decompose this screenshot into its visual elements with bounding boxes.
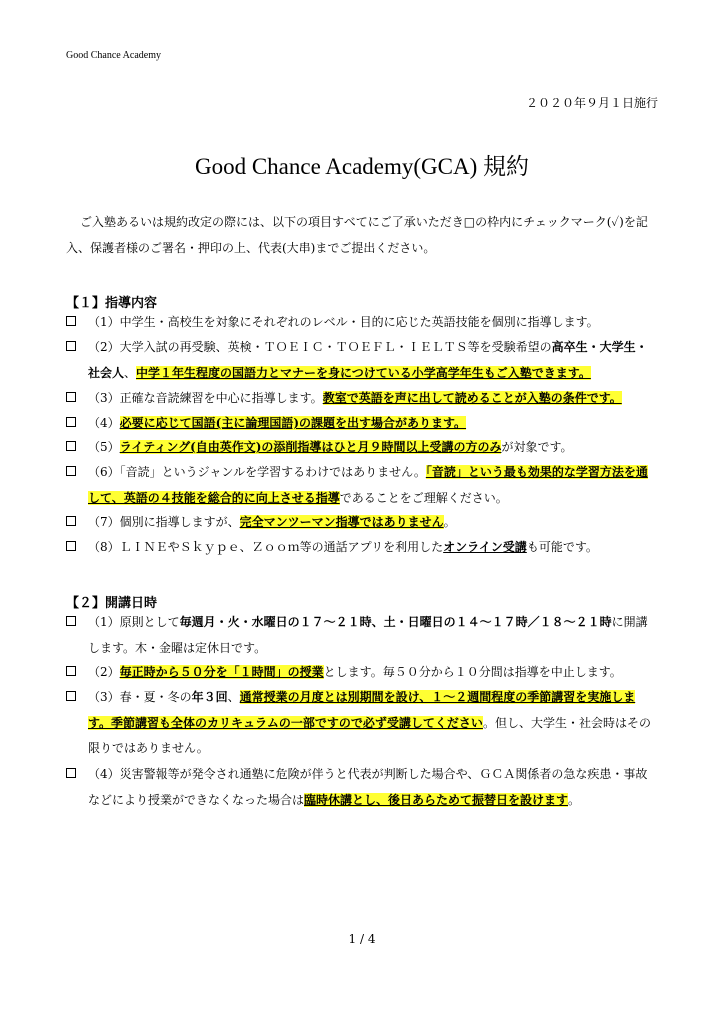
list-item: （3）春・夏・冬の年３回、通常授業の月度とは別期間を設け、１～２週間程度の季節講習を実施します。季節講習も全体のカリキュラムの一部ですので必ず受講してください。但し、大学生・社会時はその限りではありません。 [66,685,654,762]
checkbox[interactable] [66,616,76,626]
page-number: 1 / 4 [348,932,376,946]
section-heading-teaching: 【１】指導内容 [66,296,158,311]
list-item: （3）正確な音読練習を中心に指導します。教室で英語を声に出して読めることが入塾の条件です。 [66,386,654,412]
checkbox[interactable] [66,691,76,701]
list-item: （4）災害警報等が発令され通塾に危険が伴うと代表が判断した場合や、ＧＣＡ関係者の急な疾患・事故などにより授業ができなくなった場合は臨時休講とし、後日あらためて振替日を設けます。 [66,762,654,813]
checkbox[interactable] [66,392,76,402]
checkbox[interactable] [66,516,76,526]
list-item: （5）ライティング(自由英作文)の添削指導はひと月９時間以上受講の方のみが対象です。 [66,435,654,461]
page-header [66,50,161,61]
header-text: Good Chance Academy [66,50,161,61]
checkbox[interactable] [66,768,76,778]
checkbox[interactable] [66,341,76,351]
list-item: （1）中学生・高校生を対象にそれぞれのレベル・目的に応じた英語技能を個別に指導します。 [66,310,654,336]
page-title: Good Chance Academy(GCA) 規約 [194,154,530,179]
effective-date: ２０２０年９月１日施行 [525,96,658,110]
checkbox[interactable] [66,466,76,476]
section-heading-schedule: 【２】開講日時 [66,596,158,611]
checkbox[interactable] [66,666,76,676]
list-item: （4）必要に応じて国語(主に論理国語)の課題を出す場合があります。 [66,411,654,437]
intro-paragraph: ご入塾あるいは規約改定の際には、以下の項目すべてにご了承いただき□の枠内にチェックマーク(✓)を記入、保護者様のご署名・押印の上、代表(大串)までご提出ください。 [66,215,648,255]
list-item: （8）ＬＩＮＥやＳｋｙｐｅ、Ｚｏｏｍ等の通話アプリを利用したオンライン受講も可能です。 [66,535,654,561]
checkbox[interactable] [66,541,76,551]
checkbox[interactable] [66,316,76,326]
list-item: （7）個別に指導しますが、完全マンツーマン指導ではありません。 [66,510,654,536]
list-item: （1）原則として毎週月・火・水曜日の１７～２１時、土・日曜日の１４～１７時／１８～２１時に開講します。木・金曜は定休日です。 [66,610,654,661]
list-item: （6）「音読」というジャンルを学習するわけではありません。「音読」という最も効果的な学習方法を通して、英語の４技能を総合的に向上させる指導であることをご理解ください。 [66,460,654,511]
checkbox[interactable] [66,417,76,427]
list-item: （2）大学入試の再受験、英検・ＴＯＥＩＣ・ＴＯＥＦＬ・ＩＥＬＴＳ等を受験希望の高卒生・大学生・社会人、中学１年生程度の国語力とマナーを身につけている小学高学年生もご入塾できます。 [66,335,654,386]
list-item: （2）毎正時から５０分を「１時間」の授業とします。毎５０分から１０分間は指導を中止します。 [66,660,654,686]
checkbox[interactable] [66,441,76,451]
